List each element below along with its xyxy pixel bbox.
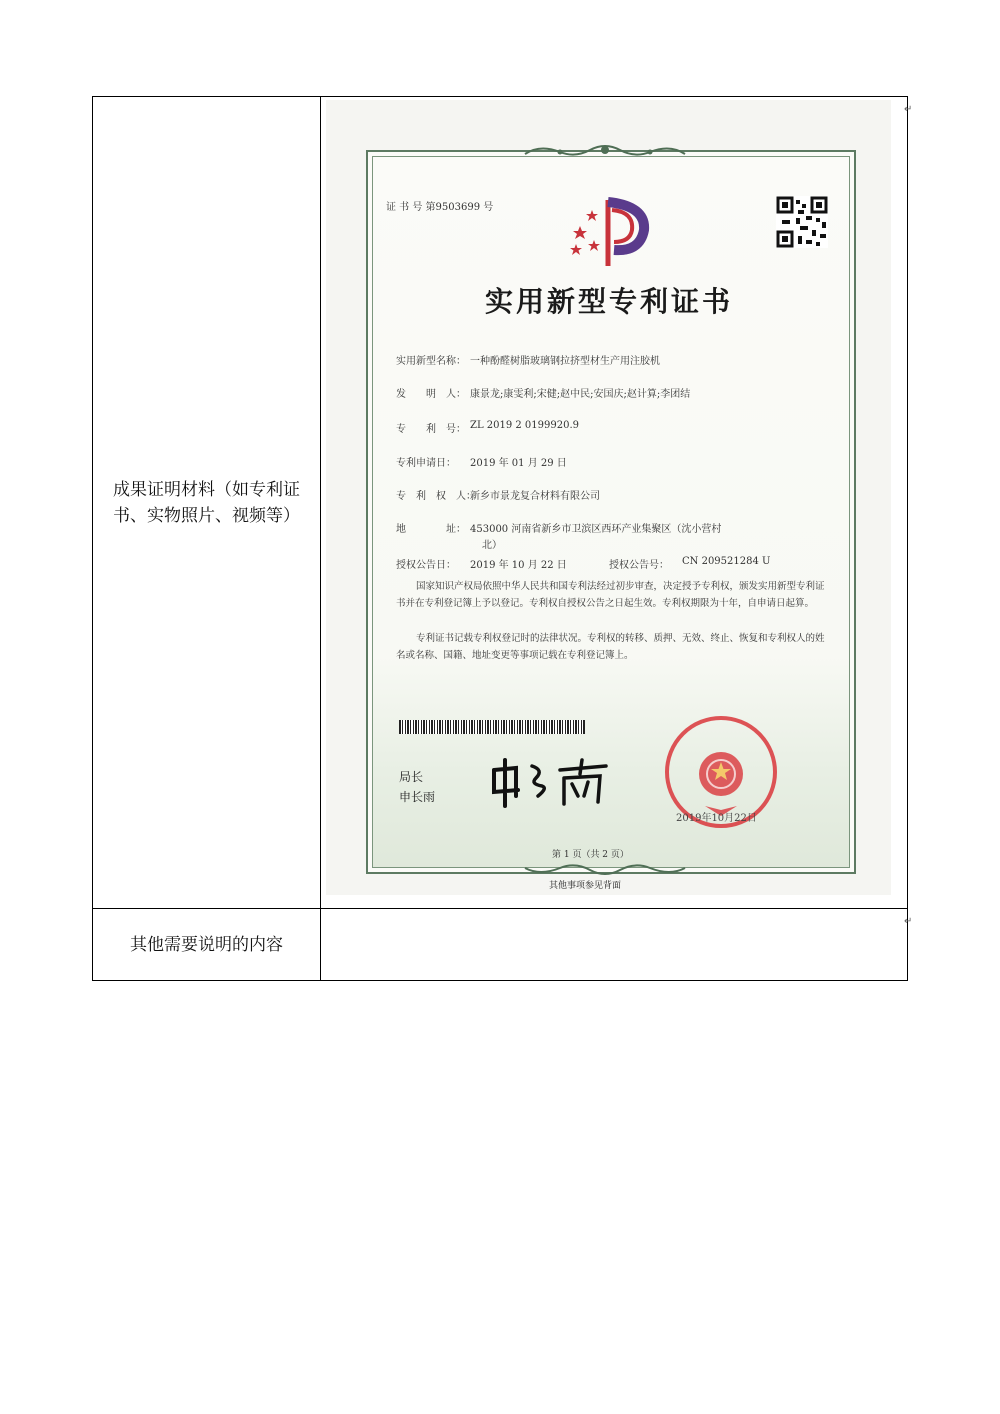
grant-number-value: CN 209521284 U (682, 556, 771, 567)
field-label: 专 利 权 人： (396, 491, 476, 502)
field-value: 新乡市景龙复合材料有限公司 (470, 491, 600, 502)
ornament-bottom-icon (520, 862, 690, 878)
evidence-label-cell (93, 97, 321, 909)
grant-date-value: 2019 年 10 月 22 日 (470, 560, 567, 571)
certificate-number: 证 书 号 第9503699 号 (386, 202, 494, 213)
director-name: 申长雨 (399, 790, 436, 804)
certificate-paragraph: 专利证书记载专利权登记时的法律状况。专利权的转移、质押、无效、终止、恢复和专利权人的姓名或名称、国籍、地址变更等事项记载在专利登记簿上。 (396, 633, 825, 661)
grant-date-label: 授权公告日： (396, 560, 456, 571)
qr-code-icon (776, 196, 828, 248)
field-value: 一种酚醛树脂玻璃钢拉挤型材生产用注胶机 (470, 356, 660, 367)
field-value: ZL 2019 2 0199920.9 (470, 420, 580, 431)
notes-content-cell (321, 909, 908, 981)
seal-date: 2019年10月22日 (676, 813, 757, 824)
paragraph-mark: ↵ (904, 916, 913, 927)
grant-number-label: 授权公告号： (609, 560, 669, 571)
field-label: 专 利 号： (396, 424, 466, 435)
ornament-top-icon (520, 142, 690, 162)
field-value: 453000 河南省新乡市卫滨区西环产业集聚区（沈小营村 (470, 524, 722, 535)
field-value: 2019 年 01 月 29 日 (470, 458, 567, 469)
field-label: 实用新型名称： (396, 356, 466, 367)
patent-office-logo-icon (568, 196, 652, 270)
evidence-label: 成果证明材料（如专利证书、实物照片、视频等） (113, 479, 300, 526)
certificate-title: 实用新型专利证书 (484, 285, 733, 318)
field-value: 康景龙;康雯利;宋健;赵中民;安国庆;赵计算;李团结 (470, 389, 691, 400)
director-title: 局长 (399, 770, 424, 784)
field-label: 专利申请日： (396, 458, 456, 469)
field-label: 地 址： (396, 524, 466, 535)
certificate-paragraph: 国家知识产权局依照中华人民共和国专利法经过初步审查，决定授予专利权，颁发实用新型专利证书并在专利登记簿上予以登记。专利权自授权公告之日起生效。专利权期限为十年，自申请日起算。 (396, 581, 825, 609)
page-footer: 第 1 页（共 2 页） (552, 850, 629, 860)
barcode-icon (399, 720, 585, 734)
field-label: 发 明 人： (396, 389, 466, 400)
back-note: 其他事项参见背面 (549, 881, 622, 891)
field-value: 北） (482, 540, 502, 551)
director-signature-icon (486, 752, 616, 812)
paragraph-mark: ↵ (904, 104, 913, 115)
table-row-notes (93, 909, 908, 981)
notes-label-cell (93, 909, 321, 981)
notes-label: 其他需要说明的内容 (130, 934, 283, 955)
